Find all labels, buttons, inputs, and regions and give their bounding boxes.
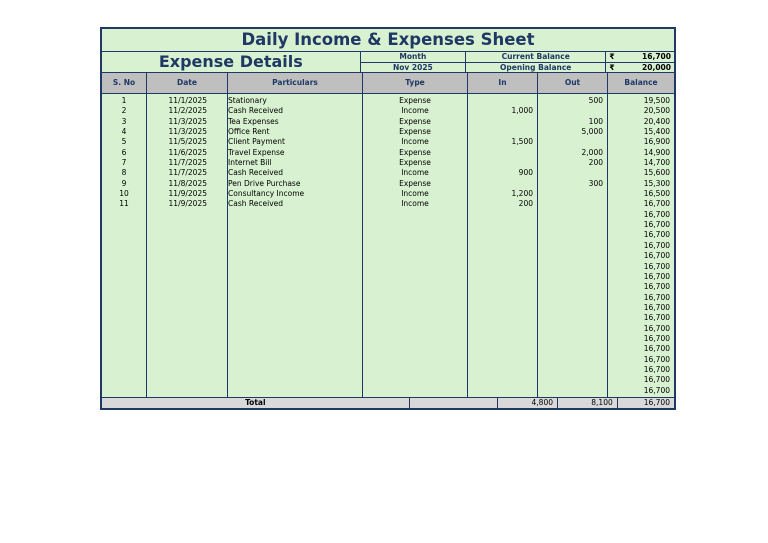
cell-out[interactable]: [538, 334, 607, 344]
cell-balance[interactable]: 16,700: [643, 354, 670, 364]
cell-particulars[interactable]: [228, 303, 362, 313]
cell-date[interactable]: [147, 262, 227, 272]
cell-sno[interactable]: [102, 293, 146, 303]
opening-balance-value: 20,000: [642, 62, 671, 72]
cell-date[interactable]: [147, 355, 227, 365]
cell-particulars[interactable]: Office Rent: [228, 127, 270, 137]
cell-sno[interactable]: [102, 241, 146, 251]
cell-type[interactable]: [363, 375, 467, 385]
cell-sno[interactable]: [102, 220, 146, 230]
cell-balance[interactable]: 14,700: [643, 158, 670, 168]
cell-out[interactable]: [538, 303, 607, 313]
header-balance: Balance: [624, 78, 658, 87]
cell-out[interactable]: 300: [588, 178, 603, 188]
cell-balance[interactable]: 16,700: [643, 364, 670, 374]
cell-sno[interactable]: 3: [121, 116, 127, 126]
cell-in[interactable]: [468, 344, 537, 354]
cell-sno[interactable]: [102, 386, 146, 396]
header-date: Date: [147, 73, 228, 93]
cell-sno[interactable]: [102, 230, 146, 240]
cell-particulars[interactable]: Internet Bill: [228, 158, 272, 168]
cell-in[interactable]: [468, 262, 537, 272]
cell-particulars[interactable]: Consultancy Income: [228, 189, 305, 199]
cell-particulars[interactable]: [228, 251, 362, 261]
cell-in[interactable]: [468, 313, 537, 323]
cell-date[interactable]: [147, 386, 227, 396]
cell-in[interactable]: [468, 365, 537, 375]
cell-sno[interactable]: 1: [121, 96, 127, 105]
cell-sno[interactable]: 11: [119, 199, 129, 209]
cell-date[interactable]: 11/3/2025: [168, 116, 207, 126]
cell-sno[interactable]: 6: [121, 147, 127, 157]
cell-type[interactable]: Expense: [399, 178, 431, 188]
cell-date[interactable]: [147, 303, 227, 313]
cell-type[interactable]: Expense: [399, 147, 431, 157]
cell-balance[interactable]: 15,400: [643, 127, 670, 137]
cell-particulars[interactable]: Cash Received: [228, 168, 284, 178]
cell-balance[interactable]: 16,700: [643, 323, 670, 333]
cell-in[interactable]: [468, 220, 537, 230]
cell-date[interactable]: [147, 365, 227, 375]
total-in: 4,800: [498, 398, 558, 408]
cell-balance[interactable]: 16,700: [643, 313, 670, 323]
cell-type[interactable]: [363, 324, 467, 334]
cell-date[interactable]: 11/3/2025: [168, 127, 207, 137]
cell-sno[interactable]: 9: [121, 178, 127, 188]
cell-type[interactable]: Income: [401, 199, 429, 209]
cell-date[interactable]: [147, 282, 227, 292]
cell-out[interactable]: [538, 168, 607, 178]
column-in: [468, 94, 538, 397]
cell-in[interactable]: 1,200: [511, 189, 533, 199]
cell-type[interactable]: [363, 334, 467, 344]
cell-particulars[interactable]: [228, 324, 362, 334]
cell-out[interactable]: [538, 365, 607, 375]
total-row: [102, 397, 674, 408]
month-label: Month: [361, 52, 465, 63]
cell-out[interactable]: [538, 272, 607, 282]
cell-out[interactable]: [538, 241, 607, 251]
cell-type[interactable]: Expense: [399, 158, 431, 168]
cell-type[interactable]: [363, 386, 467, 396]
cell-in[interactable]: [468, 241, 537, 251]
table-body: [102, 94, 674, 397]
cell-out[interactable]: [538, 282, 607, 292]
cell-out[interactable]: [538, 230, 607, 240]
cell-type[interactable]: [363, 230, 467, 240]
cell-date[interactable]: [147, 251, 227, 261]
cell-balance[interactable]: 16,700: [643, 230, 670, 240]
cell-in[interactable]: 1,000: [511, 106, 533, 116]
cell-balance[interactable]: 16,700: [643, 209, 670, 219]
current-balance-cell: [606, 52, 674, 63]
cell-type[interactable]: Expense: [399, 127, 431, 137]
cell-date[interactable]: [147, 334, 227, 344]
total-type-blank: [410, 398, 499, 408]
cell-balance[interactable]: 16,700: [643, 292, 670, 302]
cell-in[interactable]: [468, 127, 537, 137]
cell-sno[interactable]: 2: [121, 106, 127, 116]
cell-balance[interactable]: 16,700: [643, 333, 670, 343]
cell-type[interactable]: [363, 220, 467, 230]
cell-out[interactable]: [538, 293, 607, 303]
cell-in[interactable]: [468, 355, 537, 365]
cell-type[interactable]: [363, 272, 467, 282]
cell-out[interactable]: [538, 344, 607, 354]
cell-particulars[interactable]: [228, 313, 362, 323]
cell-particulars[interactable]: [228, 241, 362, 251]
cell-date[interactable]: [147, 344, 227, 354]
cell-date[interactable]: 11/8/2025: [168, 178, 207, 188]
cell-type[interactable]: [363, 313, 467, 323]
cell-balance[interactable]: 16,700: [643, 375, 670, 385]
cell-particulars[interactable]: [228, 344, 362, 354]
cell-particulars[interactable]: [228, 220, 362, 230]
cell-type[interactable]: Expense: [399, 116, 431, 126]
cell-sno[interactable]: [102, 262, 146, 272]
cell-type[interactable]: [363, 241, 467, 251]
cell-sno[interactable]: [102, 334, 146, 344]
total-balance: 16,700: [643, 397, 670, 407]
cell-out[interactable]: [538, 251, 607, 261]
cell-in[interactable]: [468, 386, 537, 396]
opening-balance-currency: ₹: [609, 62, 615, 72]
cell-type[interactable]: Income: [401, 168, 429, 178]
cell-sno[interactable]: [102, 251, 146, 261]
cell-in[interactable]: [468, 272, 537, 282]
sheet-subtitle: Expense Details: [102, 52, 361, 72]
cell-date[interactable]: [147, 241, 227, 251]
opening-balance-cell[interactable]: [606, 63, 674, 73]
cell-sno[interactable]: 4: [121, 127, 127, 137]
cell-out[interactable]: 100: [588, 116, 603, 126]
cell-out[interactable]: [538, 313, 607, 323]
cell-date[interactable]: 11/6/2025: [168, 147, 207, 157]
cell-particulars[interactable]: [228, 210, 362, 220]
cell-out[interactable]: [538, 210, 607, 220]
cell-sno[interactable]: 8: [121, 168, 127, 178]
cell-sno[interactable]: [102, 375, 146, 385]
cell-balance[interactable]: 16,700: [643, 199, 670, 209]
cell-out[interactable]: [538, 262, 607, 272]
cell-date[interactable]: 11/7/2025: [168, 168, 207, 178]
sheet-title: Daily Income & Expenses Sheet: [102, 29, 674, 52]
cell-balance[interactable]: 16,700: [643, 251, 670, 261]
cell-date[interactable]: [147, 230, 227, 240]
cell-type[interactable]: Income: [401, 106, 429, 116]
cell-sno[interactable]: [102, 324, 146, 334]
cell-type[interactable]: [363, 303, 467, 313]
cell-particulars[interactable]: [228, 365, 362, 375]
cell-sno[interactable]: 7: [121, 158, 127, 168]
cell-type[interactable]: [363, 262, 467, 272]
cell-particulars[interactable]: [228, 293, 362, 303]
cell-sno[interactable]: 5: [121, 137, 127, 147]
cell-type[interactable]: Income: [401, 137, 429, 147]
cell-balance[interactable]: 14,900: [643, 147, 670, 157]
cell-out[interactable]: [538, 386, 607, 396]
cell-particulars[interactable]: Pen Drive Purchase: [228, 178, 301, 188]
cell-particulars[interactable]: Travel Expense: [228, 147, 285, 157]
table-header: [102, 73, 674, 94]
cell-out[interactable]: [538, 324, 607, 334]
cell-out[interactable]: [538, 137, 607, 147]
column-out: [538, 94, 608, 397]
header-sno: S. No: [102, 73, 147, 93]
cell-in[interactable]: [468, 375, 537, 385]
cell-out[interactable]: [538, 199, 607, 209]
cell-date[interactable]: [147, 210, 227, 220]
cell-balance[interactable]: 16,700: [643, 220, 670, 230]
cell-type[interactable]: [363, 210, 467, 220]
cell-particulars[interactable]: Cash Received: [228, 199, 284, 209]
cell-in[interactable]: 1,500: [511, 137, 533, 147]
cell-type[interactable]: [363, 344, 467, 354]
cell-in[interactable]: [468, 293, 537, 303]
balance-labels-block: [466, 52, 606, 72]
cell-out[interactable]: 200: [588, 158, 603, 168]
cell-in[interactable]: [468, 334, 537, 344]
cell-in[interactable]: [468, 179, 537, 189]
cell-balance[interactable]: 19,500: [643, 96, 670, 105]
cell-particulars[interactable]: [228, 375, 362, 385]
header-particulars: Particulars: [228, 73, 363, 93]
balance-values-block: [606, 52, 674, 72]
cell-type[interactable]: [363, 293, 467, 303]
cell-sno[interactable]: [102, 344, 146, 354]
cell-particulars[interactable]: [228, 262, 362, 272]
cell-in[interactable]: [468, 96, 537, 106]
cell-balance[interactable]: 16,500: [643, 189, 670, 199]
cell-sno[interactable]: [102, 313, 146, 323]
cell-sno[interactable]: [102, 282, 146, 292]
column-particulars: [228, 94, 363, 397]
cell-in[interactable]: [468, 148, 537, 158]
cell-out[interactable]: [538, 189, 607, 199]
column-date: [147, 94, 228, 397]
cell-type[interactable]: [363, 365, 467, 375]
cell-type[interactable]: Income: [401, 189, 429, 199]
cell-in[interactable]: [468, 282, 537, 292]
cell-particulars[interactable]: Cash Received: [228, 106, 284, 116]
cell-date[interactable]: [147, 375, 227, 385]
cell-particulars[interactable]: [228, 386, 362, 396]
info-row: [102, 52, 674, 73]
cell-balance[interactable]: 16,900: [643, 137, 670, 147]
cell-type[interactable]: [363, 282, 467, 292]
current-balance-value: 16,700: [642, 52, 671, 61]
cell-sno[interactable]: [102, 365, 146, 375]
cell-in[interactable]: [468, 303, 537, 313]
cell-in[interactable]: [468, 324, 537, 334]
current-balance-currency: ₹: [609, 52, 615, 61]
cell-type[interactable]: Expense: [399, 96, 431, 105]
cell-sno[interactable]: [102, 210, 146, 220]
cell-date[interactable]: 11/9/2025: [168, 189, 207, 199]
cell-date[interactable]: [147, 324, 227, 334]
cell-out[interactable]: [538, 355, 607, 365]
cell-date[interactable]: 11/2/2025: [168, 106, 207, 116]
cell-date[interactable]: [147, 272, 227, 282]
total-out: 8,100: [558, 398, 618, 408]
cell-out[interactable]: [538, 220, 607, 230]
cell-particulars[interactable]: Stationary: [228, 96, 267, 105]
cell-date[interactable]: 11/5/2025: [168, 137, 207, 147]
month-block: [361, 52, 466, 72]
column-sno: [102, 94, 147, 397]
cell-out[interactable]: [538, 375, 607, 385]
cell-date[interactable]: 11/9/2025: [168, 199, 207, 209]
cell-particulars[interactable]: Client Payment: [228, 137, 285, 147]
cell-balance[interactable]: 16,700: [643, 271, 670, 281]
total-label: Total: [102, 398, 410, 408]
cell-balance[interactable]: 16,700: [643, 344, 670, 354]
opening-balance-label: Opening Balance: [500, 62, 572, 72]
cell-in[interactable]: 900: [518, 168, 533, 178]
header-out: Out: [538, 73, 608, 93]
cell-balance[interactable]: 15,300: [643, 178, 670, 188]
cell-particulars[interactable]: [228, 230, 362, 240]
column-balance: [608, 94, 674, 397]
cell-balance[interactable]: 20,400: [643, 116, 670, 126]
cell-in[interactable]: [468, 210, 537, 220]
cell-date[interactable]: [147, 220, 227, 230]
cell-date[interactable]: 11/1/2025: [168, 96, 207, 105]
cell-in[interactable]: [468, 230, 537, 240]
cell-balance[interactable]: 16,700: [643, 261, 670, 271]
cell-balance[interactable]: 16,700: [643, 385, 670, 395]
cell-date[interactable]: 11/7/2025: [168, 158, 207, 168]
cell-balance[interactable]: 16,700: [643, 282, 670, 292]
month-value[interactable]: Nov 2025: [392, 62, 433, 72]
cell-in[interactable]: [468, 251, 537, 261]
cell-out[interactable]: [538, 106, 607, 116]
cell-date[interactable]: [147, 313, 227, 323]
cell-balance[interactable]: 20,500: [643, 106, 670, 116]
cell-balance[interactable]: 16,700: [643, 240, 670, 250]
cell-particulars[interactable]: [228, 272, 362, 282]
current-balance-label: Current Balance: [466, 52, 605, 63]
cell-particulars[interactable]: [228, 282, 362, 292]
cell-sno[interactable]: 10: [119, 189, 129, 199]
cell-particulars[interactable]: [228, 355, 362, 365]
expense-sheet: [100, 27, 676, 410]
cell-sno[interactable]: [102, 355, 146, 365]
cell-out[interactable]: 500: [588, 96, 603, 105]
cell-balance[interactable]: 15,600: [643, 168, 670, 178]
header-in: In: [468, 73, 538, 93]
cell-out[interactable]: 5,000: [581, 127, 603, 137]
cell-out[interactable]: 2,000: [581, 147, 603, 157]
cell-particulars[interactable]: Tea Expenses: [228, 116, 279, 126]
cell-in[interactable]: 200: [518, 199, 533, 209]
cell-sno[interactable]: [102, 303, 146, 313]
cell-date[interactable]: [147, 293, 227, 303]
cell-particulars[interactable]: [228, 334, 362, 344]
cell-balance[interactable]: 16,700: [643, 302, 670, 312]
cell-in[interactable]: [468, 117, 537, 127]
cell-sno[interactable]: [102, 272, 146, 282]
cell-in[interactable]: [468, 158, 537, 168]
column-type: [363, 94, 468, 397]
cell-type[interactable]: [363, 355, 467, 365]
header-type: Type: [363, 73, 468, 93]
cell-type[interactable]: [363, 251, 467, 261]
